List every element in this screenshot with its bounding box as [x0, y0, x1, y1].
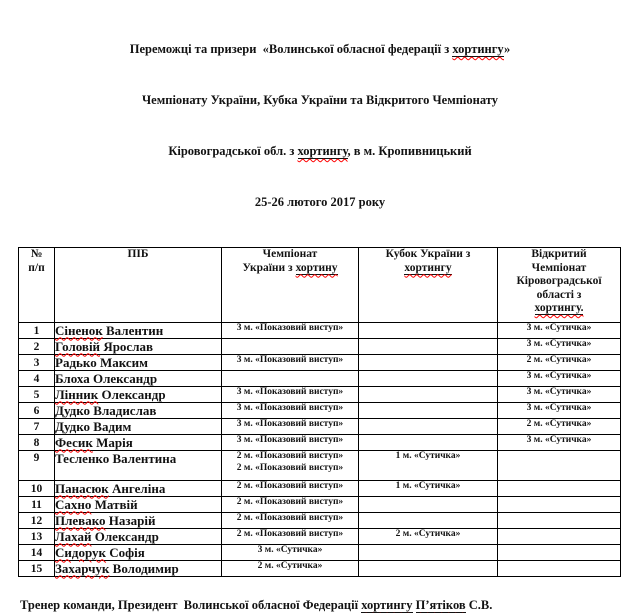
header-number-column [19, 248, 55, 323]
athlete-given-name: Олександр [98, 386, 166, 402]
table-row [19, 481, 621, 497]
title-line-1 [0, 41, 640, 58]
athlete-given-name: Максим [96, 354, 149, 370]
open-result-cell: 2 м. «Сутичка» [498, 355, 621, 371]
championship-result-cell: 3 м. «Сутичка» [222, 545, 359, 561]
athlete-surname: Лінник [55, 386, 99, 402]
title-line-3 [0, 143, 640, 160]
row-number: 2 [19, 339, 55, 355]
coach-signature-line [20, 598, 640, 613]
header-open-line1: Відкритий [531, 248, 587, 260]
header-underlined-word: хортингу. [534, 302, 584, 314]
athlete-name-cell [55, 323, 222, 339]
athlete-given-name: Софія [106, 544, 145, 560]
title-line-4-date [0, 194, 640, 211]
cup-result-cell [359, 419, 498, 435]
championship-result-cell: 2 м. «Показовий виступ» [222, 529, 359, 545]
athlete-surname: Сидорук [55, 544, 107, 560]
athlete-surname: Блоха [55, 370, 90, 386]
row-number: 7 [19, 419, 55, 435]
footer-text: Тренер команди, Президент Волинської обласної Федерації [20, 598, 362, 612]
open-result-cell: 3 м. «Сутичка» [498, 435, 621, 451]
athlete-surname: Тесленко [55, 451, 110, 466]
open-result-cell [498, 481, 621, 497]
championship-result-cell: 2 м. «Сутичка» [222, 561, 359, 577]
athlete-name-cell [55, 561, 222, 577]
footer-text: С.В. [465, 598, 493, 612]
title-underlined-word: хортингу [452, 42, 504, 56]
row-number: 1 [19, 323, 55, 339]
table-row [19, 561, 621, 577]
row-number: 11 [19, 497, 55, 513]
cup-result-cell [359, 403, 498, 419]
table-row [19, 419, 621, 435]
championship-result-cell: 3 м. «Показовий виступ» [222, 419, 359, 435]
row-number: 6 [19, 403, 55, 419]
header-cup-line2 [359, 262, 497, 276]
open-result-cell: 3 м. «Сутичка» [498, 387, 621, 403]
header-number-line2: п/п [28, 261, 45, 274]
title-underlined-word: хортингу [297, 144, 348, 158]
open-result-cell: 3 м. «Сутичка» [498, 371, 621, 387]
header-cup-column [359, 248, 498, 323]
athlete-given-name: Ангеліна [108, 480, 166, 496]
cup-result-cell: 1 м. «Сутичка» [359, 481, 498, 497]
title-text: Переможці та призери «Волинської обласної федерації з [129, 42, 453, 56]
championship-result-cell: 2 м. «Показовий виступ» [222, 497, 359, 513]
title-text: , в м. Кропивницький [347, 144, 472, 158]
championship-result-cell: 3 м. «Показовий виступ» [222, 387, 359, 403]
championship-result-cell: 3 м. «Показовий виступ» [222, 403, 359, 419]
athlete-name-cell [55, 371, 222, 387]
athlete-surname: Головій [55, 338, 101, 354]
athlete-given-name: Володимир [109, 560, 179, 576]
cup-result-cell: 1 м. «Сутичка» [359, 451, 498, 481]
athlete-name-cell [55, 481, 222, 497]
results-table [18, 247, 621, 577]
row-number: 13 [19, 529, 55, 545]
athlete-surname: Сахно [55, 496, 92, 512]
championship-result-cell [222, 339, 359, 355]
open-result-cell: 3 м. «Сутичка» [498, 323, 621, 339]
athlete-name-cell [55, 387, 222, 403]
table-row [19, 403, 621, 419]
athlete-name-cell [55, 529, 222, 545]
row-number: 14 [19, 545, 55, 561]
athlete-surname: Радько [55, 354, 97, 370]
athlete-given-name: Вадим [90, 418, 132, 434]
title-text: Кіровоградської обл. з [168, 144, 298, 158]
athlete-name-cell [55, 403, 222, 419]
row-number: 5 [19, 387, 55, 403]
cup-result-cell: 2 м. «Сутичка» [359, 529, 498, 545]
header-championship-line1: Чемпіонат [262, 248, 318, 260]
athlete-name-cell [55, 435, 222, 451]
open-result-cell [498, 561, 621, 577]
header-open-line3: Кіровоградської [516, 275, 602, 287]
row-number: 15 [19, 561, 55, 577]
cup-result-cell [359, 545, 498, 561]
title-line-2 [0, 92, 640, 109]
athlete-surname: Панасюк [55, 480, 109, 496]
table-row [19, 513, 621, 529]
open-result-cell: 3 м. «Сутичка» [498, 403, 621, 419]
header-cup-line1: Кубок України з [385, 248, 471, 260]
header-name-label: ПІБ [127, 248, 149, 260]
row-number: 10 [19, 481, 55, 497]
cup-result-cell [359, 513, 498, 529]
athlete-surname: Лахай [55, 528, 92, 544]
cup-result-cell [359, 497, 498, 513]
athlete-surname: Захарчук [55, 560, 110, 576]
athlete-name-cell [55, 355, 222, 371]
athlete-given-name: Валентина [109, 451, 177, 466]
title-text: » [503, 42, 511, 56]
athlete-given-name: Марія [92, 434, 133, 450]
open-result-cell [498, 497, 621, 513]
championship-result-cell: 3 м. «Показовий виступ» [222, 355, 359, 371]
cup-result-cell [359, 387, 498, 403]
header-text: України з [242, 261, 296, 274]
table-row [19, 371, 621, 387]
table-row [19, 451, 621, 481]
open-result-cell: 2 м. «Сутичка» [498, 419, 621, 435]
championship-result-cell [222, 451, 359, 481]
athlete-given-name: Владислав [90, 402, 157, 418]
championship-result-cell: 3 м. «Показовий виступ» [222, 435, 359, 451]
open-result-cell: 3 м. «Сутичка» [498, 339, 621, 355]
athlete-given-name: Назарій [105, 512, 156, 528]
athlete-name-cell [55, 339, 222, 355]
championship-result-cell: 3 м. «Показовий виступ» [222, 323, 359, 339]
table-row [19, 497, 621, 513]
athlete-name-cell [55, 513, 222, 529]
header-underlined-word: хортину [295, 261, 338, 274]
athlete-name-cell [55, 497, 222, 513]
athlete-given-name: Матвій [91, 496, 138, 512]
table-row [19, 529, 621, 545]
table-row [19, 339, 621, 355]
open-result-cell [498, 451, 621, 481]
open-result-cell [498, 545, 621, 561]
cup-result-cell [359, 339, 498, 355]
athlete-surname: Дудко [55, 402, 91, 418]
header-open-line5 [498, 302, 620, 316]
table-row [19, 435, 621, 451]
championship-result-line2: 2 м. «Показовий виступ» [236, 462, 344, 473]
championship-result-cell: 2 м. «Показовий виступ» [222, 481, 359, 497]
row-number: 8 [19, 435, 55, 451]
athlete-given-name: Валентин [102, 322, 164, 338]
header-open-line2: Чемпіонат [531, 261, 587, 274]
document-title [0, 0, 640, 245]
footer-underlined-name: П’ятіков [415, 598, 466, 612]
athlete-name-cell [55, 451, 222, 481]
table-row [19, 323, 621, 339]
header-open-line4: області з [536, 288, 582, 301]
athlete-surname: Дудко [55, 418, 91, 434]
athlete-given-name: Ярослав [100, 338, 154, 354]
table-row [19, 355, 621, 371]
cup-result-cell [359, 561, 498, 577]
athlete-surname: Плевако [55, 512, 106, 528]
title-date-text: 25-26 лютого 2017 року [254, 195, 386, 209]
row-number: 3 [19, 355, 55, 371]
header-open-championship-column [498, 248, 621, 323]
cup-result-cell [359, 355, 498, 371]
championship-result-line1: 2 м. «Показовий виступ» [236, 451, 344, 461]
open-result-cell [498, 529, 621, 545]
cup-result-cell [359, 435, 498, 451]
athlete-name-cell [55, 545, 222, 561]
championship-result-cell: 2 м. «Показовий виступ» [222, 513, 359, 529]
title-text: Чемпіонату України, Кубка України та Відкритого Чемпіонату [142, 93, 498, 107]
athlete-surname: Фесик [55, 434, 93, 450]
table-header-row [19, 248, 621, 323]
table-row [19, 545, 621, 561]
header-championship-column [222, 248, 359, 323]
open-result-cell [498, 513, 621, 529]
row-number: 9 [19, 451, 55, 481]
table-row [19, 387, 621, 403]
cup-result-cell [359, 323, 498, 339]
header-name-column [55, 248, 222, 323]
athlete-surname: Сіненок [55, 322, 103, 338]
athlete-given-name: Олександр [89, 370, 158, 386]
championship-result-cell [222, 371, 359, 387]
athlete-name-cell [55, 419, 222, 435]
header-championship-line2 [222, 262, 358, 276]
athlete-given-name: Олександр [91, 528, 159, 544]
footer-underlined-word: хортингу [361, 598, 413, 612]
header-number-line1: № [30, 248, 43, 260]
cup-result-cell [359, 371, 498, 387]
row-number: 12 [19, 513, 55, 529]
header-underlined-word: хортингу [404, 261, 452, 274]
row-number: 4 [19, 371, 55, 387]
